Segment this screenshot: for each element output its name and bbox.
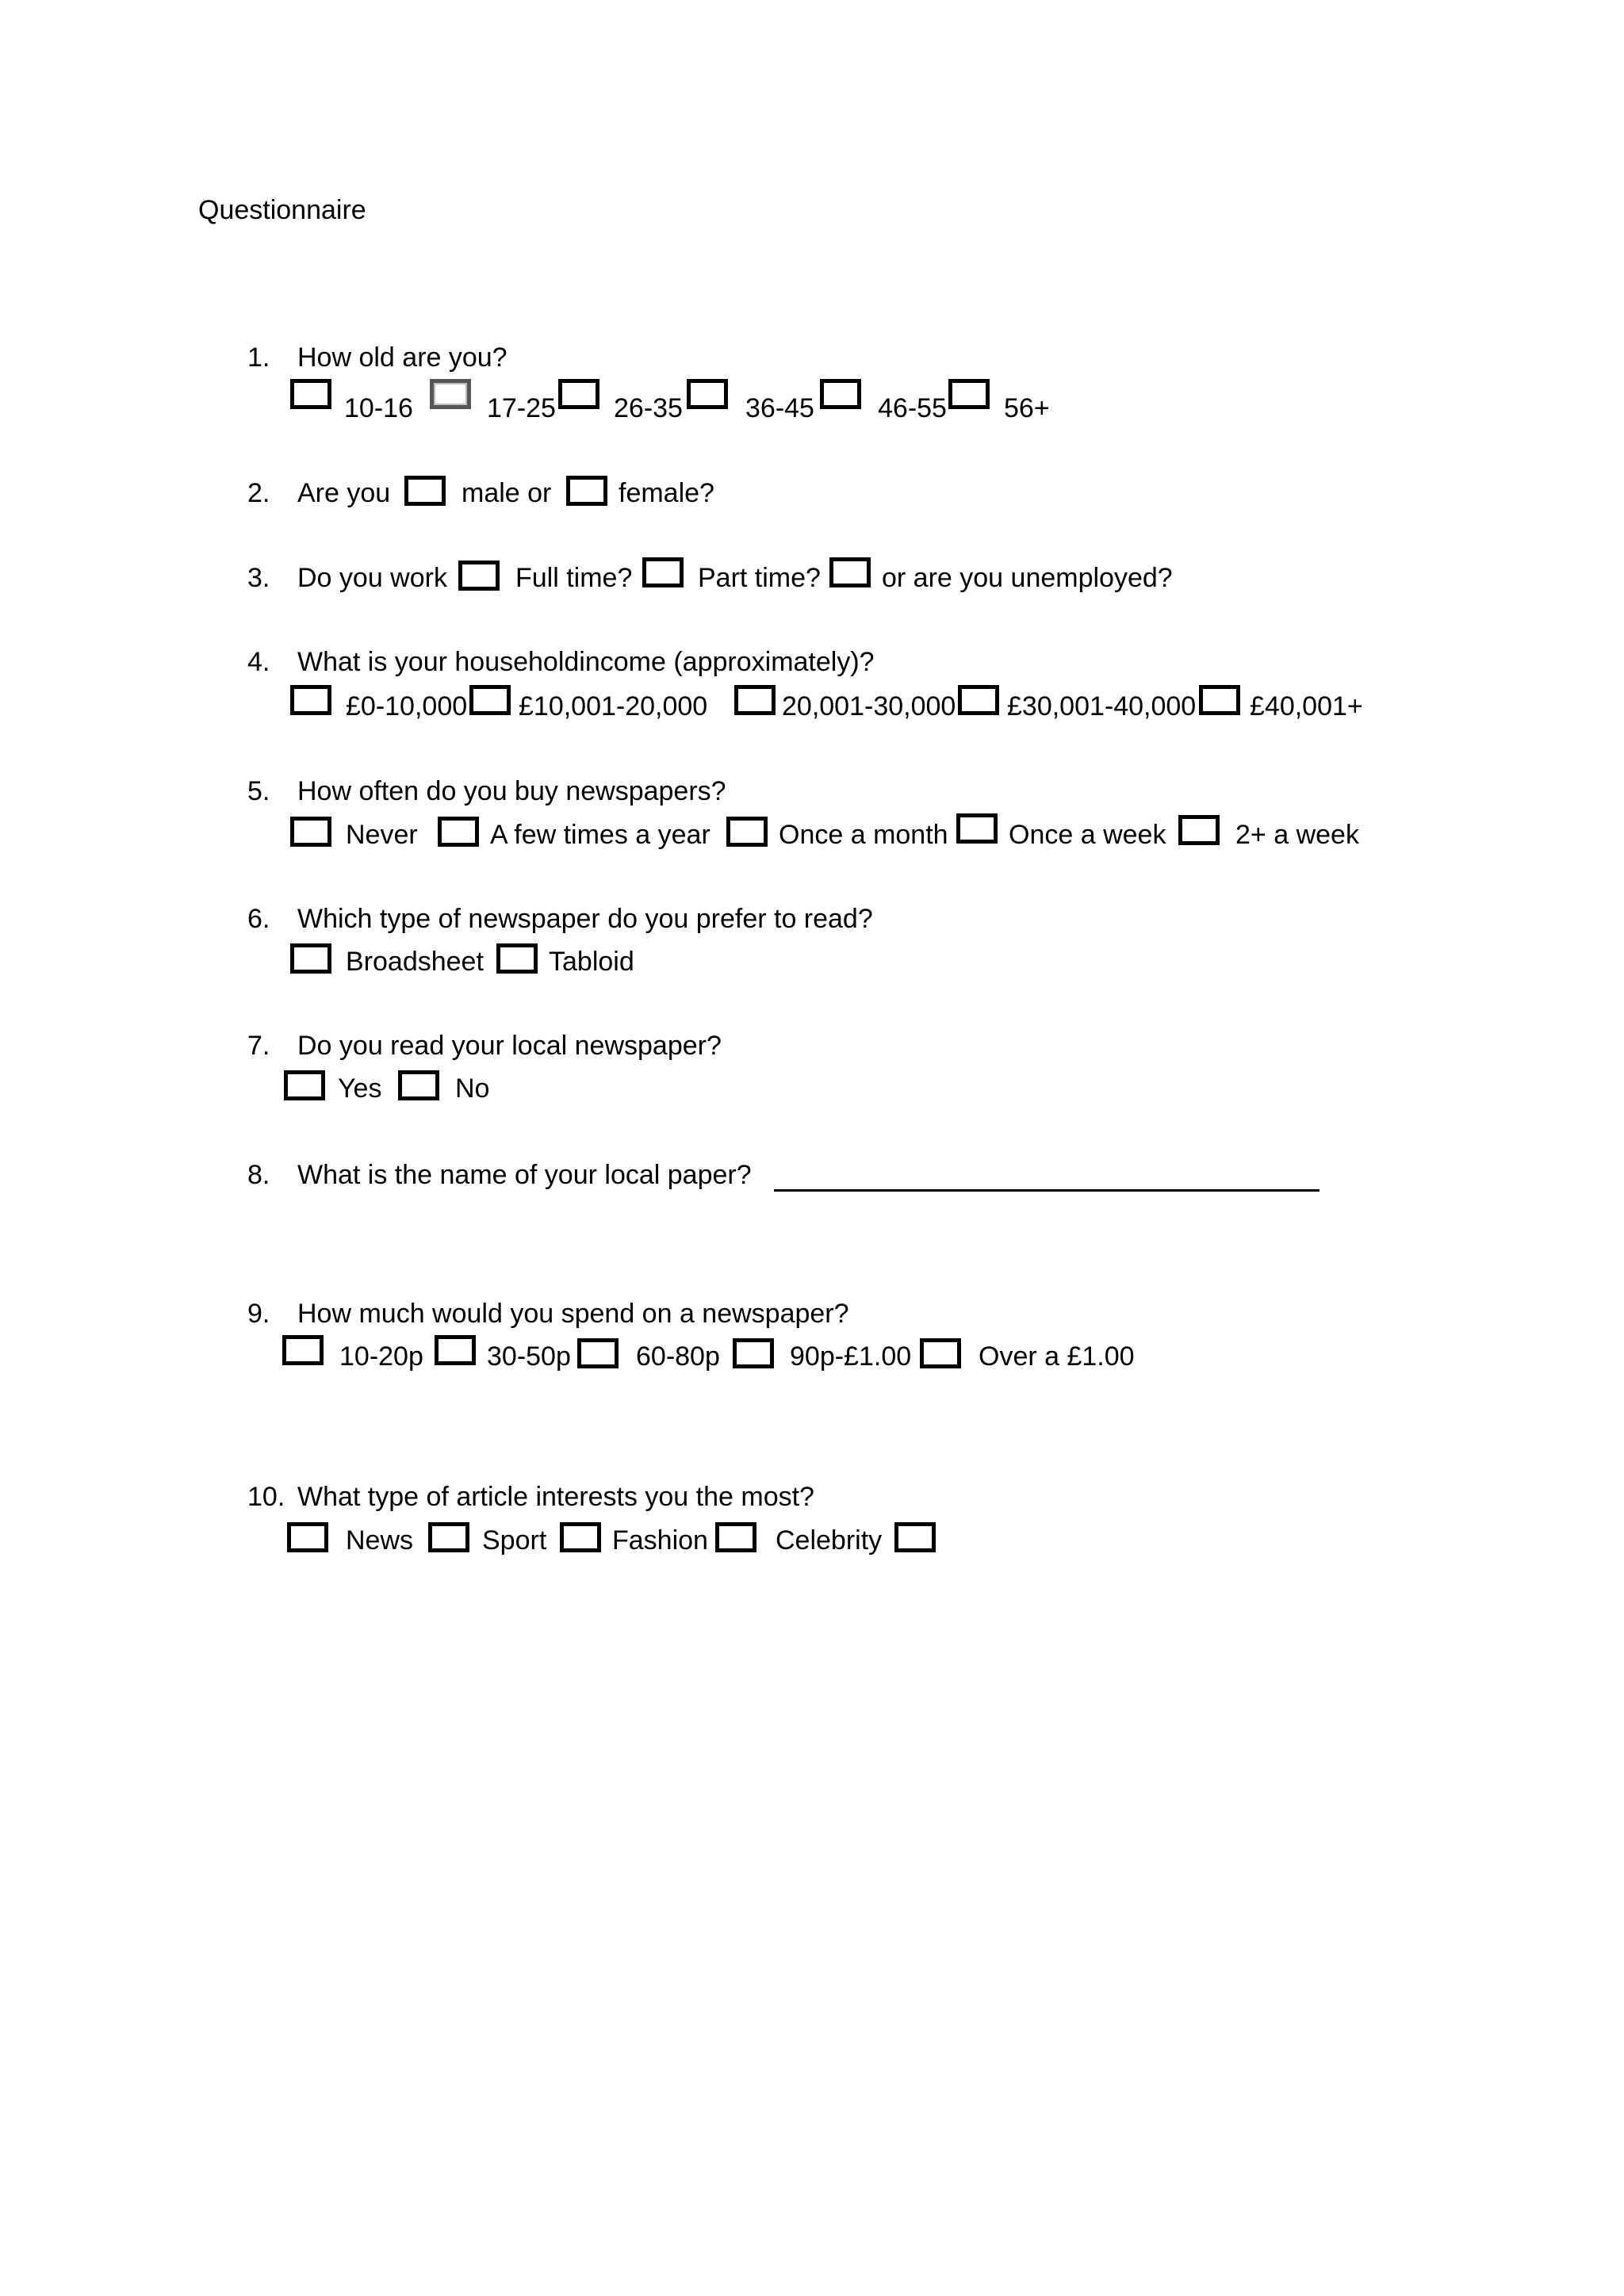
question-number: 1. xyxy=(247,342,270,373)
checkbox-once-week[interactable] xyxy=(956,813,998,844)
question-9 xyxy=(247,1300,849,1327)
question-number: 6. xyxy=(247,904,270,934)
option-label: Fashion xyxy=(612,1525,708,1556)
option-label: 10-20p xyxy=(339,1341,423,1372)
option-label: A few times a year xyxy=(490,820,710,850)
checkbox-30-50p[interactable] xyxy=(435,1335,476,1365)
option-label: News xyxy=(346,1525,414,1556)
checkbox-few-times-year[interactable] xyxy=(438,817,479,847)
checkbox-age-26-35[interactable] xyxy=(558,379,599,409)
question-text: How old are you? xyxy=(297,342,508,373)
question-number: 5. xyxy=(247,776,270,806)
question-text: Do you read your local newspaper? xyxy=(297,1031,722,1061)
option-label: Never xyxy=(346,820,418,850)
question-number: 2. xyxy=(247,478,270,508)
question-text: What is your householdincome (approximately)? xyxy=(297,647,875,677)
checkbox-90p-1-00[interactable] xyxy=(733,1338,774,1368)
question-number: 9. xyxy=(247,1299,270,1329)
option-label: £0-10,000 xyxy=(346,691,468,721)
checkbox-other[interactable] xyxy=(894,1522,936,1552)
question-4 xyxy=(247,649,875,675)
option-label: 30-50p xyxy=(487,1341,571,1372)
question-6 xyxy=(247,905,873,932)
local-paper-answer-line[interactable] xyxy=(774,1189,1320,1192)
question-5 xyxy=(247,778,726,805)
question-text: What type of article interests you the most? xyxy=(297,1482,814,1512)
checkbox-60-80p[interactable] xyxy=(577,1338,619,1368)
checkbox-female[interactable] xyxy=(566,476,607,506)
checkbox-income-20001-30000[interactable] xyxy=(734,685,776,715)
option-label: 56+ xyxy=(1004,393,1050,423)
checkbox-celebrity[interactable] xyxy=(715,1522,756,1552)
question-3 xyxy=(247,564,447,591)
checkbox-fashion[interactable] xyxy=(560,1522,601,1552)
checkbox-income-0-10000[interactable] xyxy=(290,685,331,715)
option-label: female? xyxy=(619,478,714,508)
option-label: Sport xyxy=(482,1525,547,1556)
option-label: £30,001-40,000 xyxy=(1007,691,1197,721)
option-label: Celebrity xyxy=(776,1525,883,1556)
page-title: Questionnaire xyxy=(198,195,366,225)
question-8 xyxy=(247,1161,752,1188)
option-label: Yes xyxy=(338,1073,382,1104)
checkbox-broadsheet[interactable] xyxy=(290,943,331,974)
checkbox-part-time[interactable] xyxy=(642,557,684,587)
checkbox-news[interactable] xyxy=(287,1522,328,1552)
option-label: Once a month xyxy=(779,820,948,850)
question-1 xyxy=(247,344,508,371)
checkbox-unemployed[interactable] xyxy=(829,557,871,587)
option-label: 10-16 xyxy=(344,393,413,423)
question-text: How much would you spend on a newspaper? xyxy=(297,1299,849,1329)
option-label: Tabloid xyxy=(549,947,634,977)
option-label: 17-25 xyxy=(487,393,556,423)
checkbox-male[interactable] xyxy=(404,476,446,506)
question-2 xyxy=(247,480,390,507)
checkbox-full-time[interactable] xyxy=(458,561,500,591)
option-label: Over a £1.00 xyxy=(979,1341,1135,1372)
checkbox-age-36-45[interactable] xyxy=(687,379,728,409)
option-label: Once a week xyxy=(1009,820,1166,850)
question-text: What is the name of your local paper? xyxy=(297,1160,752,1190)
option-label: 60-80p xyxy=(636,1341,720,1372)
option-label: Broadsheet xyxy=(346,947,484,977)
checkbox-yes[interactable] xyxy=(284,1070,325,1100)
option-label: 20,001-30,000 xyxy=(782,691,956,721)
question-number: 7. xyxy=(247,1031,270,1061)
question-text: Which type of newspaper do you prefer to read? xyxy=(297,904,873,934)
question-text: Do you work xyxy=(297,563,447,593)
question-7 xyxy=(247,1032,722,1059)
option-label: 2+ a week xyxy=(1235,820,1359,850)
question-10 xyxy=(247,1483,814,1510)
option-label: male or xyxy=(462,478,552,508)
checkbox-sport[interactable] xyxy=(428,1522,469,1552)
question-number: 10. xyxy=(247,1482,285,1512)
checkbox-age-17-25[interactable] xyxy=(430,379,471,409)
checkbox-income-10001-20000[interactable] xyxy=(469,685,511,715)
checkbox-income-40001-plus[interactable] xyxy=(1199,685,1240,715)
checkbox-age-46-55[interactable] xyxy=(820,379,861,409)
option-label: or are you unemployed? xyxy=(882,563,1173,593)
question-text: How often do you buy newspapers? xyxy=(297,776,726,806)
checkbox-age-56-plus[interactable] xyxy=(948,379,990,409)
question-number: 8. xyxy=(247,1160,270,1190)
checkbox-no[interactable] xyxy=(398,1070,439,1100)
checkbox-tabloid[interactable] xyxy=(496,943,538,974)
option-label: No xyxy=(455,1073,490,1104)
option-label: 36-45 xyxy=(745,393,814,423)
option-label: 26-35 xyxy=(614,393,683,423)
checkbox-income-30001-40000[interactable] xyxy=(958,685,999,715)
checkbox-10-20p[interactable] xyxy=(282,1335,324,1365)
checkbox-2-plus-week[interactable] xyxy=(1178,815,1220,845)
option-label: 90p-£1.00 xyxy=(790,1341,912,1372)
question-text: Are you xyxy=(297,478,391,508)
checkbox-over-1-00[interactable] xyxy=(920,1338,961,1368)
question-number: 4. xyxy=(247,647,270,677)
option-label: Full time? xyxy=(515,563,633,593)
question-number: 3. xyxy=(247,563,270,593)
option-label: £10,001-20,000 xyxy=(519,691,708,721)
checkbox-never[interactable] xyxy=(290,817,331,847)
option-label: 46-55 xyxy=(878,393,947,423)
checkbox-once-month[interactable] xyxy=(726,817,768,847)
option-label: £40,001+ xyxy=(1250,691,1363,721)
option-label: Part time? xyxy=(698,563,821,593)
checkbox-age-10-16[interactable] xyxy=(290,379,331,409)
